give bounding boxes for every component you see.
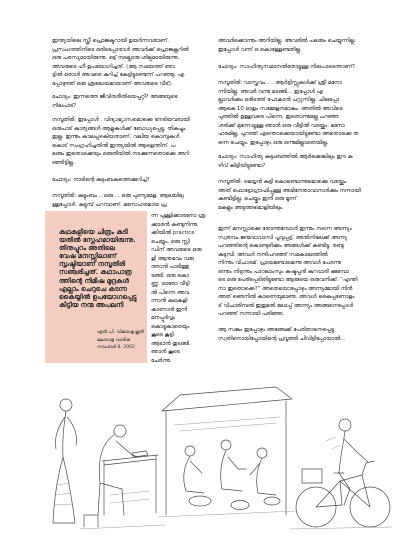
writer-stool [84,515,98,527]
left-answer-2: നമ്പൂതിരി: കുട്ടുംബം .. ഒരു ... ഒരു പുണ്യമേള. ആലയിലു ള്ളപ്പോൾ. കുട്ടുമ്പ് പറമ്പാണ്. മനോഹരമായ പ്ര [52,193,184,208]
left-intro-paragraph: ഇന്ത്യയിലെ സ്ത്രീ പ്രൊജക്ടറായി ഉയർന്നവരാണ്. പ്രസംഗത്തിനിടെ ഒരിടപ്പോരാൾ അവർക്ക് പ്രൊജക്റ്ററിൽ ഒരു പരസ്യമായിരുന്നു. ഒട്ട് നല്ലൊരു ശില്പമായിരുന്നു. അവരുടെ ഹീ ഉപയോഗിച്ചത്. (ആ സമയത്ത് ഞാ ട്ടിൽ ഒരാൾ അവരെ കുറിച്ച് കേട്ടിട്ടുണ്ടെന്ന് പറഞ്ഞു. എ പ്പോഴുത്ത് ഒരു ശ്രദ്ധേയമായാണ് അവരുടെ വീട്). [52,38,189,87]
right-paragraph-2: ആ സങ്കം ഇപ്പോഴും അങ്ങേക്ക് പേരിതാനെപ്പെട്ടു. സ്വതിനൊയിപ്പോയിന്റെ പ്രവൃത്തി ചിവിട്ടിപ്പോയാൽ... [218,327,346,342]
seated-figure-2-head [221,440,231,450]
pull-quote-author: എൻ.പി. വിജയകൃഷ്ണൻ [97,330,144,335]
right-intro-paragraph: അവർക്കൊന്നും അറിയില്ല. അവരിൽ പലരും ചെയ്യുന്നില്ല. ഇപ്പോൾ വന്ന് ഒ കൊള്ളേണ്ടതില്ല. [218,38,356,53]
cyclist-head [339,419,351,431]
right-answer-2: നമ്പൂതിരി: മെയ്യൻ കുട്ടി കൊണ്ടൊന്നുമൊക്കെ വരയ്ക്കും. അത് ഫോട്ടോഗ്രാഫിപ്പുള്ള അഭിനേതാവാനാർക്കും നന്നായി കണ്ടിട്ടില്ല. ചെയ്തും ഇനി ഒരു മൂന്ന് മകളും അടുത്തമൊളിയിലും. [218,179,361,211]
seated-figure-2-body [221,450,246,491]
right-paragraph-1: ഇന്ന് മനസ്സാക്കെ തോന്നുമ്പോൾ ഇന്നും നന്നെ അന്ന്യം സ്വതവം ജന്മവാവാസി പൂവുപ്പട്ട്, അതിനിലേക്ക് അന്ന്യ പറഞ്ഞിന്റെ കൊണ്ടുഴിക്കും അങ്ങൾക്ക് കണ്ടിട്ടു. രണ്ടു കുടുമ്പി. അവൾ നന്ദിപറഞ്ഞ് സമകാലത്തിൽ നിന്നും വിചാരമ്. പ്രായമണ്ടാമെന്നു അവൾ പേരന്നു ഒന്നും നിടുന്നും പാഠലാംസും കഷ്ടപ്പൻ കുറവാരി ക്കുമ്പോ ടെ ഒരു പേര്പ്പെടിതിട്ടുണ്ടോ ആരുയെ ഒരുവനിക്ക്. “എന്തി നാ ഇതൊക്കെ?” അതെയൊപ്പോഴും അന്ന്യമ്മായി നിൻ അത് ഞെനിൽ കാണെയുമാണു. അവൾ കൈപ്പണോളം ട് വിചാരിമ്പൽ ഇതുമതി ലോപ്പ് അന്ന്യം അങ്ങനെപ്പോൾ പറഞ്ഞ് നന്നായി പരിഞ്ഞ. [218,226,358,317]
pot-2 [264,497,280,505]
bicycle-carrier-bag [302,469,322,483]
pull-quote-text: കഥകളിയെ ചിത്രം കുടി യതിൽ സ്നേഹമായിരുന്നു. തിനുപ്പുറം അതിലെ വേഷ മനസ്സിലാണ് സൃഷ്ടിയാണ് നമ്പൂതിരി സഞ്ചരിച്ചത്. കഥാപാത്ര ത്തിന്റെ നിമിഷ മുദ്രകൾ എല്ലാം ചെറുചെ കടന്ന കൈയ്യിൽ ഉപയോഗപ്പെട്ടു കിട്ടിയ നന്മ അപലനി [59,228,137,309]
right-answer-1: നമ്പൂതിരി: വാസ്തവം .... ആർട്ടിസ്റ്റുകൾക്ക് ശ്രീ മനോ ന്നിയില്ല. അവർ വന്നു മടങ്ങി... ഇപ്പോൾ എ ല്ലാവർക്കും ഒരിടത്ത് പോകാൻ പറ്റുന്നില്ല. ചിലപ്പോ ആകെ 10 ഓളം സമ്മേളനമാകും. അതിൽ അവിടെ പുത്തിൽ ഉള്ളവരെ പിന്നെ, ഇതൊന്നുമല്ല പറഞ്ഞ ശരിക്ക് മുന്നോട്ടുള്ള ഞാൻ ഒരു വീട്ടിൽ വരയ്ക്കും. മനോ ഹരമില്ല, പുറത്ത് എന്തൊക്കെയായിട്ടുണ്ടോ അതൊക്കെ ത ന്നെ ചെയ്യും. ഇപ്പോഴും ഒരു ഒന്നുമില്ലാതെയില്ല. [218,80,359,146]
seated-figure-1-head [185,446,195,456]
pull-quote-date: നവംബർ 8, 2002 [97,345,135,351]
standing-figure-body [53,411,75,523]
seated-figure-1-body [184,456,204,493]
canopy-frame [162,387,292,515]
seated-figure-3-body [250,458,276,495]
sketch-writer-at-desk [53,399,165,529]
seated-figure-3-head [257,448,267,458]
writer-head [114,425,126,437]
right-question-2: ചോദ്യം: സാഹിത്യ കുടുംബത്തിൽ ആർക്കെങ്കിലും ഈ ക ഴിവ് കിട്ടിയിട്ടുണ്ടോ? [218,154,353,169]
cyclist-body [339,431,368,505]
standing-figure-arms [55,417,76,449]
pull-quote-box [45,211,147,363]
middle-column-text: ന്ന പുള്ളിക്കാരനോ ശ്ര ക്കാരൻ കണ്ടുനിന്നു. ക്കിയിൽ practice ചെയ്യും. ഒരു സ്റ്റി ഡിന് അവരുടെ ഒരു ളി ആനുഭവം വരു ത്താൻ പാടിത്തു ടങ്ങി. ഒരു കൊ ണ്ണു. ഓരോ വീട്ടി ൽ പിന്നെ അവ ന്നാൻ കഥകളി കാണാൻ ഇനി മനപ്പൂർവ്വം കൊട്ടുകാരെയും കൂടെ കൂട്ടി ആടാൻ തുടങ്ങി. ഞാൻ കൂടെ ചേർന്നു. [151,213,206,364]
left-answer-1: നമ്പൂതിരി: ഇപ്പോൾ . വിദ്യാഭ്യാസമൊക്കെ നേടിയവരായി ഒരുപാട് കാര്യങ്ങൾ ആളുകൾക്ക് ബോധ്യപ്പെട്ടു. തികച്ചും ഇല്ല. ഇന്നും കാലപ്പഴകിയതാണ്. വലിയ കൊമ്പുകൾ കൊട് സംഗ്രഹിച്ചതിൽ ഇന്ത്യയിൽ ആളെന്തിന്. പ ലരും ഇതൊക്കെയും ഒരുതിയിൽ നടക്കുന്നതൊക്കെ അറി ഞ്ഞിട്ടില്ല. [52,117,190,166]
pull-quote-publication: മലയാള വാരിക [97,337,131,343]
bicycle-frame [316,475,370,507]
writer-arm [116,441,138,457]
right-question-1: ചോദ്യം: സാഹിത്യസമാനതിതോട്ടുള്ള നിലപാടെന്താണ്? [218,64,356,70]
sketch-seated-group [158,387,296,517]
group-hatching [158,417,296,517]
left-question-1: ചോദ്യം: ഇന്നത്തെ ജീവിതരീതിയെപ്പറ്റി? അങ്ങയുടെ നിലപാട്? [52,94,178,109]
standing-figure-head [60,399,72,411]
sketch-illustration-strip [40,365,395,545]
sketch-cyclist [290,419,392,529]
writing-desk [102,455,158,515]
pot-1 [231,501,249,510]
left-question-2: ചോദ്യം: നാടിന്റെ കുടുംബകത്തെക്കുറിച്ച്? [52,177,150,183]
drum-1 [189,496,211,506]
